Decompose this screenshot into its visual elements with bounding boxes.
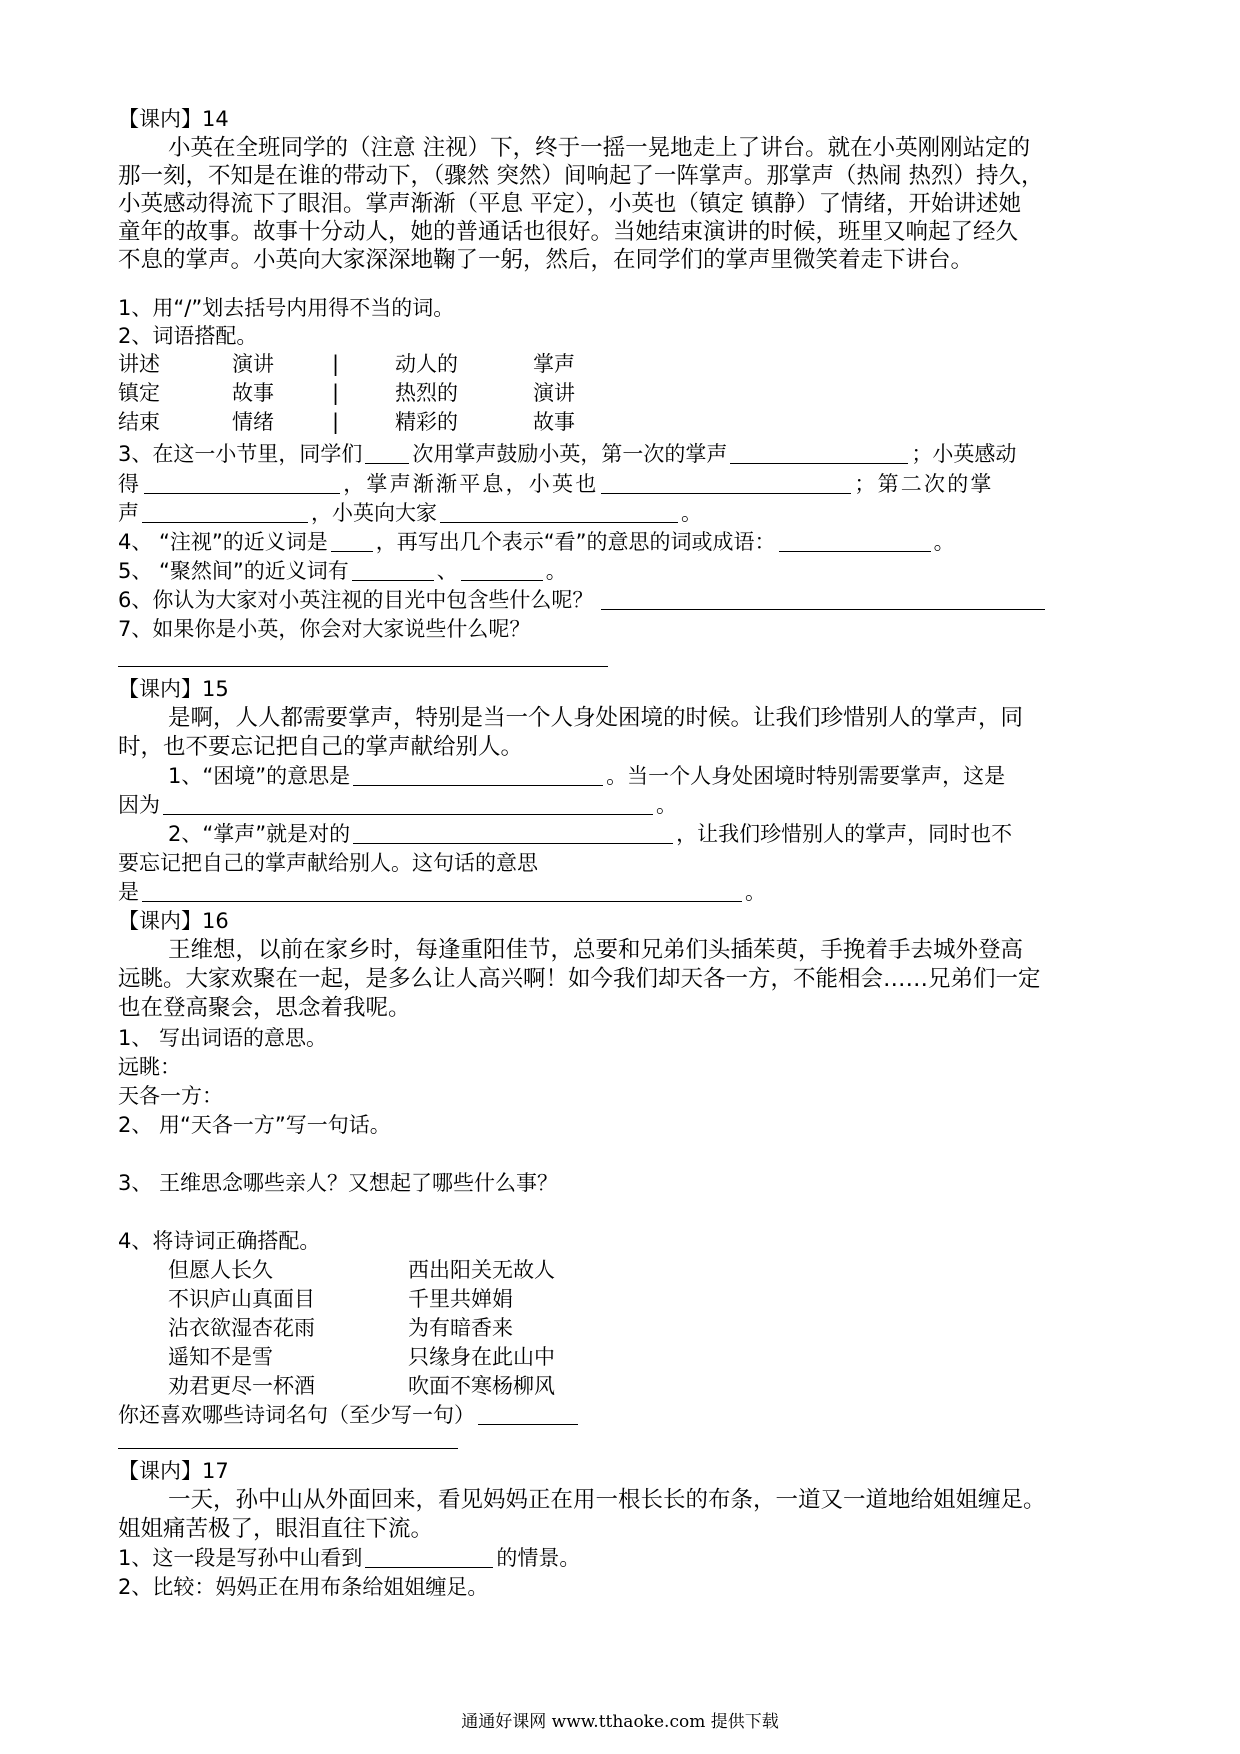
question-16-2: 2、 用“天各一方”写一句话。 xyxy=(118,1113,391,1137)
question-text: 1、“困境”的意思是 xyxy=(168,764,351,788)
question-text: 。 xyxy=(656,793,677,817)
question-14-2: 2、词语搭配。 xyxy=(118,324,258,348)
section-16-para-line: 王维想，以前在家乡时，每逢重阳佳节，总要和兄弟们头插茱萸，手挽着手去城外登高 xyxy=(168,937,1024,963)
question-16-5 xyxy=(118,1402,581,1428)
answer-blank[interactable] xyxy=(163,794,653,815)
answer-blank[interactable] xyxy=(461,560,543,581)
question-16-1: 1、 写出词语的意思。 xyxy=(118,1026,328,1050)
answer-blank[interactable] xyxy=(365,443,409,464)
poem-line-left: 不识庐山真面目 xyxy=(168,1287,315,1311)
question-14-3-line-1 xyxy=(118,441,1016,467)
question-text: 。 xyxy=(681,501,702,525)
question-text: 。 xyxy=(545,559,567,583)
question-text: 5、 “聚然间”的近义词有 xyxy=(118,559,349,583)
question-text: 得 xyxy=(118,472,142,496)
poem-line-right: 吹面不寒杨柳风 xyxy=(408,1374,555,1398)
question-text: 。 xyxy=(745,880,766,904)
section-14-para-line: 童年的故事。故事十分动人，她的普通话也很好。当她结束演讲的时候，班里又响起了经久 xyxy=(118,219,1019,245)
section-14-heading: 【课内】14 xyxy=(118,107,229,131)
match-divider: | xyxy=(332,381,340,405)
question-text: ，小英向大家 xyxy=(311,501,437,525)
question-text: ；小英感动 xyxy=(911,442,1017,466)
match-word: 动人的 xyxy=(395,352,458,376)
answer-line[interactable] xyxy=(118,666,608,667)
match-word: 掌声 xyxy=(533,352,575,376)
question-text: ，让我们珍惜别人的掌声，同时也不 xyxy=(676,822,1013,846)
section-16-para-line: 也在登高聚会，思念着我呢。 xyxy=(118,995,411,1021)
answer-blank[interactable] xyxy=(478,1404,578,1425)
answer-blank[interactable] xyxy=(144,473,340,494)
section-17-para-line: 姐姐痛苦极了，眼泪直往下流。 xyxy=(118,1516,434,1542)
question-text: 。 xyxy=(933,530,955,554)
answer-blank[interactable] xyxy=(779,531,931,552)
question-text: 、 xyxy=(436,559,458,583)
match-word: 演讲 xyxy=(232,352,274,376)
poem-line-right: 只缘身在此山中 xyxy=(408,1345,555,1369)
section-16-para-line: 远眺。大家欢聚在一起，是多么让人高兴啊！如今我们却天各一方，不能相会……兄弟们一定 xyxy=(118,966,1041,992)
question-text: 声 xyxy=(118,501,139,525)
answer-blank[interactable] xyxy=(353,765,603,786)
footer-source: 通通好课网 www.tthaoke.com 提供下载 xyxy=(461,1712,779,1732)
question-text: ；第二次的掌 xyxy=(854,472,994,496)
word-item-tiangeyifang: 天各一方： xyxy=(118,1084,223,1108)
answer-blank[interactable] xyxy=(352,560,434,581)
question-text: ，掌声渐渐平息，小英也 xyxy=(343,472,599,496)
match-divider: | xyxy=(332,410,340,434)
poem-line-left: 沾衣欲湿杏花雨 xyxy=(168,1316,315,1340)
answer-blank[interactable] xyxy=(730,443,908,464)
question-16-4: 4、将诗词正确搭配。 xyxy=(118,1229,321,1253)
question-text: 2、“掌声”就是对的 xyxy=(168,822,351,846)
question-text: ，再写出几个表示“看”的意思的词或成语： xyxy=(375,530,776,554)
question-text: 4、 “注视”的近义词是 xyxy=(118,530,328,554)
question-text: 次用掌声鼓励小英，第一次的掌声 xyxy=(412,442,728,466)
poem-line-right: 西出阳关无故人 xyxy=(408,1258,555,1282)
question-17-1 xyxy=(118,1545,580,1571)
poem-line-left: 劝君更尽一杯酒 xyxy=(168,1374,315,1398)
question-15-2-line-1 xyxy=(168,821,1012,847)
section-16-heading: 【课内】16 xyxy=(118,909,229,933)
question-text: 6、你认为大家对小英注视的目光中包含些什么呢？ xyxy=(118,588,594,612)
answer-blank[interactable] xyxy=(142,881,742,902)
answer-blank[interactable] xyxy=(601,473,851,494)
question-text: 你还喜欢哪些诗词名句（至少写一句） xyxy=(118,1403,475,1427)
match-word: 演讲 xyxy=(533,381,575,405)
question-14-3-line-3 xyxy=(118,500,702,526)
answer-line[interactable] xyxy=(118,1448,458,1449)
question-text: 1、这一段是写孙中山看到 xyxy=(118,1546,363,1570)
match-word: 镇定 xyxy=(118,381,160,405)
answer-blank[interactable] xyxy=(601,589,1045,610)
section-15-heading: 【课内】15 xyxy=(118,677,229,701)
question-text: 的情景。 xyxy=(496,1546,581,1570)
question-17-2: 2、比较：妈妈正在用布条给姐姐缠足。 xyxy=(118,1575,489,1599)
section-14-para-line: 那一刻，不知是在谁的带动下，（骤然 突然）间响起了一阵掌声。那掌声（热闹 热烈）持久， xyxy=(118,163,1044,189)
section-14-para-line: 不息的掌声。小英向大家深深地鞠了一躬，然后，在同学们的掌声里微笑着走下讲台。 xyxy=(118,247,974,273)
question-text: 3、在这一小节里，同学们 xyxy=(118,442,363,466)
section-17-para-line: 一天，孙中山从外面回来，看见妈妈正在用一根长长的布条，一道又一道地给姐姐缠足。 xyxy=(168,1487,1046,1513)
match-word: 精彩的 xyxy=(395,410,458,434)
question-14-7: 7、如果你是小英，你会对大家说些什么呢？ xyxy=(118,617,531,641)
section-14-para-line: 小英感动得流下了眼泪。掌声渐渐（平息 平定），小英也（镇定 镇静）了情绪，开始讲述她 xyxy=(118,191,1022,217)
question-text: 是 xyxy=(118,880,139,904)
question-15-1-line-1 xyxy=(168,763,1005,789)
question-15-1-line-2 xyxy=(118,792,677,818)
poem-line-right: 为有暗香来 xyxy=(408,1316,513,1340)
match-word: 故事 xyxy=(232,381,274,405)
section-15-para-line: 时，也不要忘记把自己的掌声献给别人。 xyxy=(118,734,524,760)
question-14-6 xyxy=(118,587,1048,613)
poem-line-left: 遥知不是雪 xyxy=(168,1345,273,1369)
answer-blank[interactable] xyxy=(365,1547,493,1568)
match-word: 情绪 xyxy=(232,410,274,434)
word-item-yuantiao: 远眺： xyxy=(118,1055,181,1079)
question-14-5 xyxy=(118,558,567,584)
question-16-3: 3、 王维思念哪些亲人？又想起了哪些什么事？ xyxy=(118,1171,559,1195)
answer-blank[interactable] xyxy=(331,531,373,552)
section-17-heading: 【课内】17 xyxy=(118,1459,229,1483)
match-word: 讲述 xyxy=(118,352,160,376)
question-15-2-line-2: 要忘记把自己的掌声献给别人。这句话的意思 xyxy=(118,851,538,875)
answer-blank[interactable] xyxy=(353,823,673,844)
question-15-2-line-3 xyxy=(118,879,766,905)
question-14-4 xyxy=(118,529,955,555)
question-text: 。当一个人身处困境时特别需要掌声，这是 xyxy=(606,764,1006,788)
section-15-para-line: 是啊，人人都需要掌声，特别是当一个人身处困境的时候。让我们珍惜别人的掌声，同 xyxy=(168,705,1024,731)
answer-blank[interactable] xyxy=(142,502,308,523)
match-word: 结束 xyxy=(118,410,160,434)
poem-line-right: 千里共婵娟 xyxy=(408,1287,513,1311)
answer-blank[interactable] xyxy=(440,502,678,523)
match-word: 热烈的 xyxy=(395,381,458,405)
match-word: 故事 xyxy=(533,410,575,434)
match-divider: | xyxy=(332,352,340,376)
section-14-para-line: 小英在全班同学的（注意 注视）下，终于一摇一晃地走上了讲台。就在小英刚刚站定的 xyxy=(168,135,1031,161)
poem-line-left: 但愿人长久 xyxy=(168,1258,273,1282)
question-14-1: 1、用“/”划去括号内用得不当的词。 xyxy=(118,296,455,320)
question-14-3-line-2 xyxy=(118,471,994,497)
question-text: 因为 xyxy=(118,793,160,817)
